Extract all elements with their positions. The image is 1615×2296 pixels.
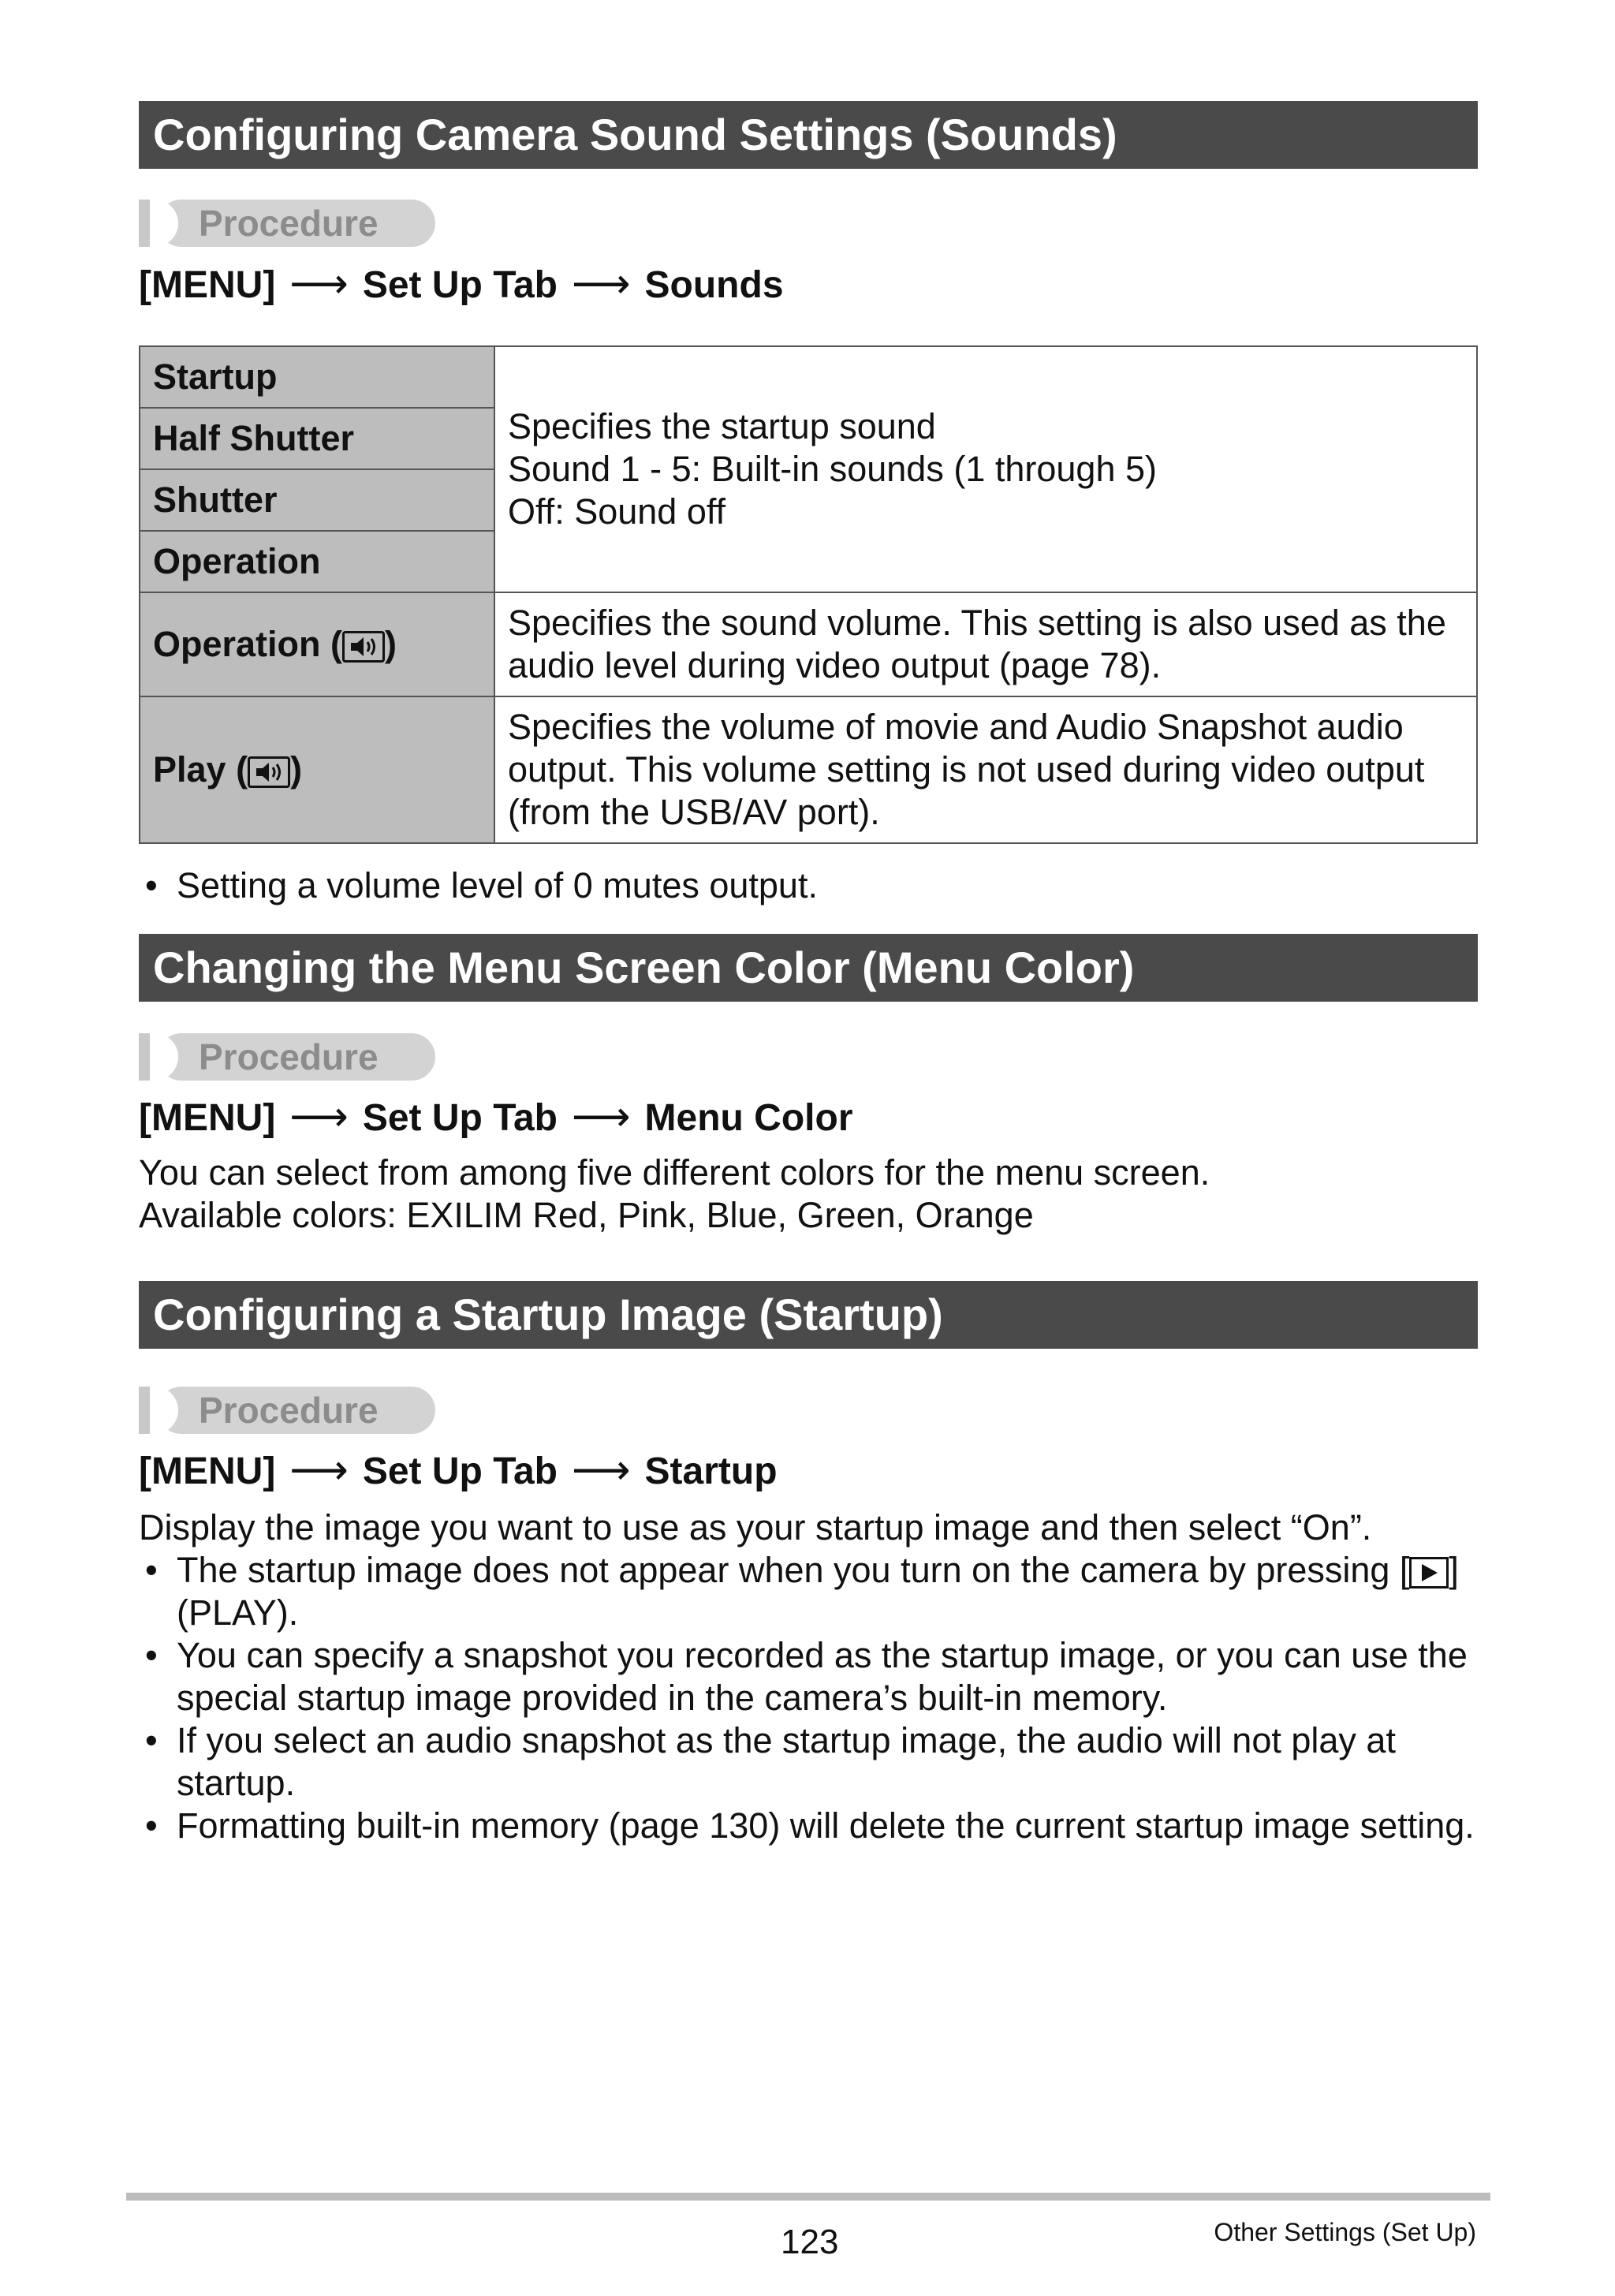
arrow-right-icon: ⟶ [571,261,631,307]
menu-color-description [139,1152,1479,1237]
bullet-icon: • [145,1550,158,1590]
arrow-right-icon: ⟶ [289,1094,349,1140]
sounds-note [139,864,1479,907]
paragraph-line: Display the image you want to use as your startup image and then select “On”. [139,1507,1372,1547]
table-row [140,346,1477,408]
menu-path-step: [MENU] [139,1097,276,1139]
section-title-sounds: Configuring Camera Sound Settings (Sounds) [139,101,1478,169]
desc-line: Off: Sound off [508,491,726,532]
label-text: ) [385,624,397,664]
list-item [139,1549,1479,1634]
bullet-text: You can specify a snapshot you recorded as the startup image, or you can use the [177,1635,1468,1675]
menu-path-step: Menu Color [644,1097,853,1139]
table-row [140,592,1477,696]
procedure-badge [139,200,435,247]
bullet-text: Formatting built-in memory (page 130) will delete the current startup image setting. [177,1805,1475,1846]
menu-path-menu-color [139,1093,853,1141]
setting-desc-operation-volume: Specifies the sound volume. This setting is also used as the audio level during video output (page 78). [494,592,1477,696]
setting-label-startup: Startup [140,346,494,408]
menu-path-sounds [139,260,784,308]
menu-path-step: [MENU] [139,1450,276,1492]
bullet-text: The startup image does not appear when you turn on the camera by pressing [ [177,1550,1410,1590]
menu-path-step: Set Up Tab [362,1097,558,1139]
list-item [139,1634,1479,1719]
section-title-menu-color: Changing the Menu Screen Color (Menu Color) [139,934,1478,1002]
arrow-right-icon: ⟶ [571,1094,631,1140]
list-item [139,1805,1479,1847]
bullet-text: startup. [177,1763,296,1803]
bullet-text: (PLAY). [177,1592,299,1633]
footer-rule [126,2193,1490,2201]
arrow-right-icon: ⟶ [289,261,349,307]
page-number: 123 [781,2223,839,2261]
paragraph-line: Available colors: EXILIM Red, Pink, Blue, Green, Orange [139,1195,1034,1235]
setting-desc-startup-sounds [494,346,1477,592]
setting-label-half-shutter: Half Shutter [140,408,494,469]
badge-stripe [139,200,150,247]
setting-label-shutter: Shutter [140,469,494,531]
play-button-icon [1409,1557,1449,1589]
paragraph-line: You can select from among five different colors for the menu screen. [139,1152,1210,1193]
desc-line: Sound 1 - 5: Built-in sounds (1 through 5) [508,449,1157,489]
arrow-right-icon: ⟶ [571,1447,631,1493]
bullet-icon: • [145,865,158,905]
label-text: Operation ( [153,624,343,664]
bullet-text: special startup image provided in the camera’s built-in memory. [177,1678,1168,1718]
setting-label-play-volume [140,696,494,843]
setting-desc-play-volume: Specifies the volume of movie and Audio Snapshot audio output. This volume setting is not used during video output (from the USB/AV port). [494,696,1477,843]
menu-path-step: [MENU] [139,264,276,306]
badge-stripe [139,1387,150,1434]
procedure-label: Procedure [158,1387,435,1434]
bullet-text: Setting a volume level of 0 mutes output. [177,865,818,905]
menu-path-step: Set Up Tab [362,264,558,306]
speaker-volume-icon [248,756,290,788]
procedure-badge [139,1033,435,1081]
startup-description [139,1506,1479,1847]
bullet-text: If you select an audio snapshot as the startup image, the audio will not play at [177,1720,1396,1760]
menu-path-step: Startup [644,1450,778,1492]
label-text: ) [290,749,303,790]
menu-path-step: Sounds [644,264,784,306]
menu-path-startup [139,1447,778,1494]
setting-label-operation-volume [140,592,494,696]
sounds-settings-table [139,345,1478,844]
bullet-text: ] [1449,1550,1459,1590]
menu-path-step: Set Up Tab [362,1450,558,1492]
label-text: Play ( [153,749,248,790]
list-item [139,864,1479,907]
section-title-startup: Configuring a Startup Image (Startup) [139,1281,1478,1349]
procedure-label: Procedure [158,200,435,247]
procedure-badge [139,1387,435,1434]
bullet-icon: • [145,1635,158,1675]
table-row [140,696,1477,843]
desc-line: Specifies the startup sound [508,406,936,446]
list-item [139,1719,1479,1805]
footer-section-label: Other Settings (Set Up) [1214,2218,1476,2246]
speaker-volume-icon [342,631,385,663]
bullet-icon: • [145,1720,158,1760]
procedure-label: Procedure [158,1033,435,1081]
badge-stripe [139,1033,150,1081]
bullet-icon: • [145,1805,158,1846]
arrow-right-icon: ⟶ [289,1447,349,1493]
setting-label-operation: Operation [140,531,494,592]
